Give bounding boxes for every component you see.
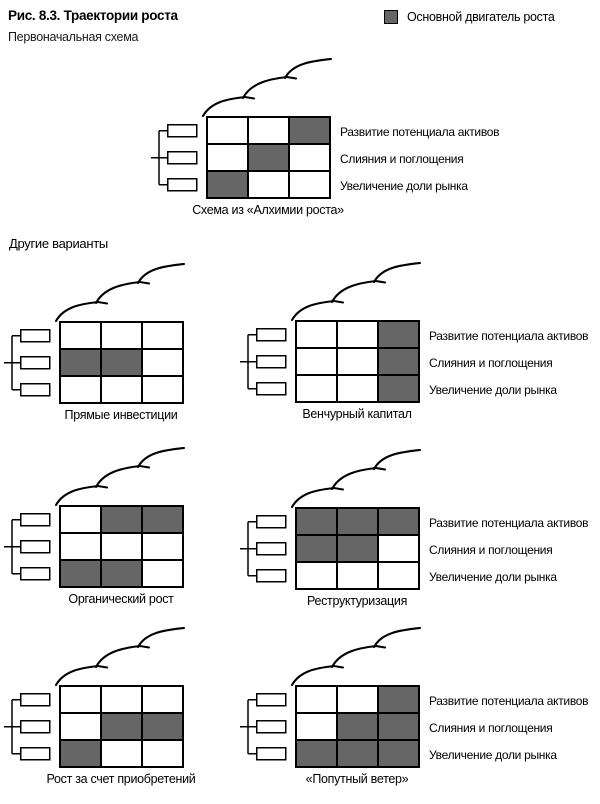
row-label-asset-potential: Развитие потенциала активов xyxy=(429,515,589,530)
row-label-asset-potential: Развитие потенциала активов xyxy=(429,693,589,708)
row-label-mergers: Слияния и поглощения xyxy=(340,151,464,166)
growth-curve-icon xyxy=(290,625,422,687)
matrix-cell-filled xyxy=(102,561,141,586)
matrix-cell xyxy=(208,118,247,143)
portfolio-bracket-icon xyxy=(4,329,51,398)
matrix-cell xyxy=(143,687,182,712)
matrix-cell-filled xyxy=(143,507,182,532)
matrix-cell xyxy=(338,349,377,374)
diagram-caption: Реструктуризация xyxy=(306,594,408,608)
row-label-market-share: Увеличение доли рынка xyxy=(429,747,557,762)
growth-matrix xyxy=(59,321,184,404)
growth-matrix xyxy=(59,505,184,588)
matrix-cell xyxy=(102,377,141,402)
matrix-cell-filled xyxy=(379,687,418,712)
matrix-cell-filled xyxy=(61,561,100,586)
matrix-cell xyxy=(61,687,100,712)
growth-diagram-venture-capital xyxy=(249,264,600,430)
matrix-cell xyxy=(143,534,182,559)
matrix-cell xyxy=(61,507,100,532)
row-label-asset-potential: Развитие потенциала активов xyxy=(340,124,500,139)
diagram-caption: Схема из «Алхимии роста» xyxy=(192,203,344,217)
matrix-cell xyxy=(102,741,141,766)
matrix-cell-filled xyxy=(290,118,329,143)
matrix-cell-filled xyxy=(297,536,336,561)
matrix-cell xyxy=(338,563,377,588)
matrix-cell xyxy=(290,145,329,170)
matrix-cell-filled xyxy=(61,741,100,766)
matrix-cell xyxy=(143,561,182,586)
matrix-cell-filled xyxy=(379,714,418,739)
matrix-cell xyxy=(61,714,100,739)
matrix-cell-filled xyxy=(297,509,336,534)
row-label-market-share: Увеличение доли рынка xyxy=(429,569,557,584)
row-label-asset-potential: Развитие потенциала активов xyxy=(429,328,589,343)
portfolio-bracket-icon xyxy=(4,693,51,762)
portfolio-bracket-icon xyxy=(240,515,287,584)
matrix-cell xyxy=(338,687,377,712)
row-label-market-share: Увеличение доли рынка xyxy=(340,178,468,193)
growth-matrix xyxy=(59,685,184,768)
legend-label: Основной двигатель роста xyxy=(407,10,555,24)
growth-matrix xyxy=(295,320,420,403)
matrix-cell-filled xyxy=(379,741,418,766)
growth-curve-icon xyxy=(201,56,333,118)
matrix-cell xyxy=(297,349,336,374)
matrix-cell xyxy=(249,172,288,197)
portfolio-bracket-icon xyxy=(151,124,198,193)
matrix-cell xyxy=(61,377,100,402)
matrix-row-labels xyxy=(340,118,499,199)
matrix-cell-filled xyxy=(297,741,336,766)
matrix-cell-filled xyxy=(102,714,141,739)
matrix-cell xyxy=(338,376,377,401)
matrix-cell-filled xyxy=(102,350,141,375)
matrix-cell xyxy=(143,377,182,402)
row-label-mergers: Слияния и поглощения xyxy=(429,542,553,557)
matrix-row-labels xyxy=(429,509,588,590)
row-label-mergers: Слияния и поглощения xyxy=(429,355,553,370)
growth-curve-icon xyxy=(54,261,186,323)
figure-title: Рис. 8.3. Траектории роста xyxy=(8,8,178,23)
matrix-cell xyxy=(143,323,182,348)
matrix-cell-filled xyxy=(143,714,182,739)
matrix-cell xyxy=(297,563,336,588)
figure-subtitle: Первоначальная схема xyxy=(8,30,139,44)
matrix-cell-filled xyxy=(379,376,418,401)
matrix-cell-filled xyxy=(338,536,377,561)
legend xyxy=(384,10,555,24)
matrix-cell xyxy=(379,563,418,588)
matrix-cell xyxy=(297,714,336,739)
diagram-caption: Венчурный капитал xyxy=(302,407,412,421)
matrix-cell-filled xyxy=(379,349,418,374)
matrix-cell xyxy=(290,172,329,197)
matrix-cell-filled xyxy=(379,509,418,534)
matrix-cell xyxy=(297,376,336,401)
growth-diagram-restructuring xyxy=(249,451,600,617)
portfolio-bracket-icon xyxy=(240,328,287,397)
diagram-caption: Рост за счет приобретений xyxy=(46,772,196,786)
matrix-cell xyxy=(61,534,100,559)
portfolio-bracket-icon xyxy=(4,513,51,582)
diagram-caption: Органический рост xyxy=(68,592,174,606)
matrix-cell-filled xyxy=(249,145,288,170)
matrix-row-labels xyxy=(429,322,588,403)
portfolio-bracket-icon xyxy=(240,693,287,762)
matrix-cell xyxy=(61,323,100,348)
matrix-cell xyxy=(338,322,377,347)
growth-diagram-alchemy xyxy=(160,60,600,226)
growth-curve-icon xyxy=(54,625,186,687)
matrix-cell xyxy=(379,536,418,561)
matrix-cell xyxy=(297,322,336,347)
section-label-other-variants: Другие варианты xyxy=(9,236,108,251)
matrix-cell-filled xyxy=(208,172,247,197)
legend-swatch-icon xyxy=(384,10,398,24)
growth-diagram-tailwind xyxy=(249,629,600,795)
matrix-cell-filled xyxy=(102,507,141,532)
matrix-cell-filled xyxy=(379,322,418,347)
matrix-cell-filled xyxy=(61,350,100,375)
matrix-cell xyxy=(249,118,288,143)
matrix-cell xyxy=(102,534,141,559)
matrix-cell xyxy=(297,687,336,712)
matrix-cell xyxy=(102,687,141,712)
growth-matrix xyxy=(295,507,420,590)
row-label-market-share: Увеличение доли рынка xyxy=(429,382,557,397)
diagram-caption: «Попутный ветер» xyxy=(305,772,409,786)
matrix-cell xyxy=(143,350,182,375)
diagram-caption: Прямые инвестиции xyxy=(64,408,178,422)
matrix-cell xyxy=(143,741,182,766)
growth-curve-icon xyxy=(290,447,422,509)
growth-curve-icon xyxy=(54,445,186,507)
growth-curve-icon xyxy=(290,260,422,322)
matrix-cell xyxy=(102,323,141,348)
matrix-cell-filled xyxy=(338,509,377,534)
matrix-cell-filled xyxy=(338,741,377,766)
row-label-mergers: Слияния и поглощения xyxy=(429,720,553,735)
growth-matrix xyxy=(206,116,331,199)
growth-matrix xyxy=(295,685,420,768)
matrix-row-labels xyxy=(429,687,588,768)
matrix-cell xyxy=(208,145,247,170)
matrix-cell-filled xyxy=(338,714,377,739)
